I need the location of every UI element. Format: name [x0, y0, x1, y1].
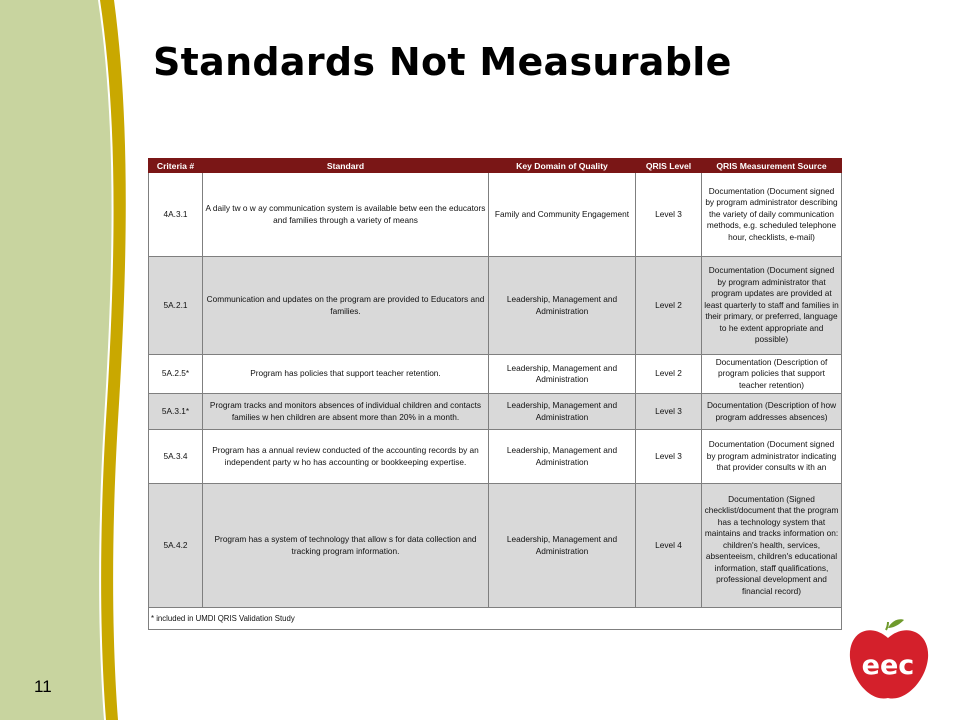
logo-leaf: [888, 619, 904, 628]
table-row: [149, 355, 842, 394]
cell-criteria: 5A.3.4: [149, 430, 203, 484]
cell-domain: Leadership, Management and Administration: [489, 355, 636, 394]
cell-criteria: 5A.3.1*: [149, 394, 203, 430]
cell-source: Documentation (Description of how program addresses absences): [702, 394, 842, 430]
cell-standard: A daily tw o w ay communication system is available betw een the educators and families through a variety of means: [203, 173, 489, 257]
cell-domain: Family and Community Engagement: [489, 173, 636, 257]
cell-level: Level 2: [636, 257, 702, 355]
header-level: QRIS Level: [636, 159, 702, 173]
cell-domain: Leadership, Management and Administration: [489, 257, 636, 355]
cell-domain: Leadership, Management and Administration: [489, 430, 636, 484]
table-footnote: * included in UMDI QRIS Validation Study: [149, 608, 842, 630]
header-standard: Standard: [203, 159, 489, 173]
header-criteria: Criteria #: [149, 159, 203, 173]
footnote-row: [149, 608, 842, 630]
table-row: [149, 484, 842, 608]
logo-text: eec: [861, 650, 915, 681]
cell-criteria: 5A.4.2: [149, 484, 203, 608]
eec-logo: [848, 618, 930, 704]
standards-table: [148, 158, 842, 630]
page-number: 11: [34, 677, 52, 696]
slide-title: Standards Not Measurable: [153, 40, 732, 84]
cell-standard: Program has policies that support teacher retention.: [203, 355, 489, 394]
cell-source: Documentation (Description of program policies that support teacher retention): [702, 355, 842, 394]
cell-level: Level 2: [636, 355, 702, 394]
cell-criteria: 4A.3.1: [149, 173, 203, 257]
cell-criteria: 5A.2.5*: [149, 355, 203, 394]
cell-level: Level 3: [636, 430, 702, 484]
table-row: [149, 430, 842, 484]
cell-standard: Program has a annual review conducted of the accounting records by an independent party w ho has accounting or bookkeeping expertise.: [203, 430, 489, 484]
cell-source: Documentation (Signed checklist/document that the program has a technology system that maintains and tracks information on: children's health, services, absenteeism, children's educational information, staff qualifications, professional development and financial record): [702, 484, 842, 608]
header-source: QRIS Measurement Source: [702, 159, 842, 173]
header-domain: Key Domain of Quality: [489, 159, 636, 173]
cell-standard: Program has a system of technology that allow s for data collection and tracking program information.: [203, 484, 489, 608]
cell-level: Level 3: [636, 394, 702, 430]
cell-criteria: 5A.2.1: [149, 257, 203, 355]
table-header-row: [149, 159, 842, 173]
cell-standard: Communication and updates on the program are provided to Educators and families.: [203, 257, 489, 355]
cell-source: Documentation (Document signed by program administrator indicating that provider consults w ith an: [702, 430, 842, 484]
table-row: [149, 394, 842, 430]
sage-panel: [0, 0, 112, 720]
cell-domain: Leadership, Management and Administration: [489, 484, 636, 608]
table-row: [149, 173, 842, 257]
table-row: [149, 257, 842, 355]
cell-standard: Program tracks and monitors absences of individual children and contacts families w hen children are absent more than 20% in a month.: [203, 394, 489, 430]
cell-domain: Leadership, Management and Administration: [489, 394, 636, 430]
cell-level: Level 3: [636, 173, 702, 257]
cell-source: Documentation (Document signed by program administrator that program updates are provided at least quarterly to staff and families in their primary, or preferred, language to he extent appropriate and possible): [702, 257, 842, 355]
cell-source: Documentation (Document signed by program administrator describing the variety of daily communication methods, e.g. scheduled telephone hour, checklists, e-mail): [702, 173, 842, 257]
cell-level: Level 4: [636, 484, 702, 608]
